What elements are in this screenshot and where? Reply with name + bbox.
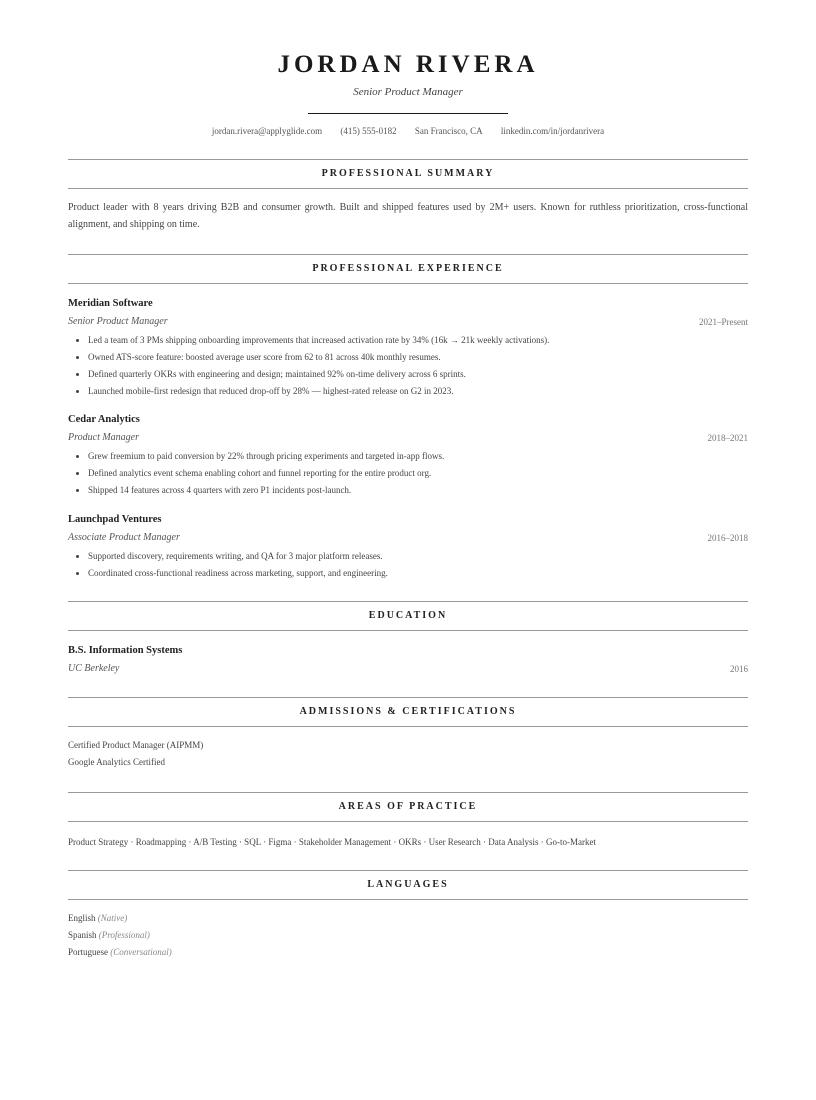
bullet-item: • Coordinated cross-functional readiness across marketing, support, and engineering. [88, 565, 748, 582]
header-divider [308, 113, 508, 114]
job-entry [68, 513, 748, 582]
contact-line [68, 125, 748, 137]
certification-item: Google Analytics Certified [68, 757, 165, 767]
bullet-item: • Defined analytics event schema enabling cohort and funnel reporting for the entire product org. [88, 465, 748, 482]
degree-name: B.S. Information Systems [68, 645, 183, 656]
job-dates: 2018–2021 [707, 433, 748, 443]
contact-phone: (415) 555-0182 [340, 126, 397, 136]
job-entry [68, 413, 748, 499]
school-name: UC Berkeley [68, 663, 120, 674]
section-heading-certifications: ADMISSIONS & CERTIFICATIONS [68, 697, 748, 727]
section-heading-experience: PROFESSIONAL EXPERIENCE [68, 254, 748, 284]
language-name: Spanish [68, 930, 97, 940]
practice-areas-text: Product Strategy · Roadmapping · A/B Testing · SQL · Figma · Stakeholder Management · OKRs · User Research · Data Analysis · Go-to-Market [68, 837, 597, 847]
certifications-list [68, 737, 203, 771]
job-bullets [68, 448, 748, 499]
language-name: Portuguese [68, 947, 108, 957]
bullet-item: • Owned ATS-score feature: boosted average user score from 62 to 81 across 40k monthly resumes. [88, 349, 748, 366]
job-bullets [68, 332, 748, 400]
job-role: Senior Product Manager [68, 316, 168, 327]
job-entry [68, 297, 748, 400]
contact-email[interactable]: jordan.rivera@applyglide.com [211, 126, 323, 136]
bullet-item: • Launched mobile-first redesign that reduced drop-off by 28% — highest-rated release on G2 in 2023. [88, 383, 748, 400]
candidate-title: Senior Product Manager [353, 86, 463, 98]
bullet-item: • Supported discovery, requirements writing, and QA for 3 major platform releases. [88, 548, 748, 565]
certification-item: Certified Product Manager (AIPMM) [68, 740, 204, 750]
language-level: (Native) [97, 913, 128, 923]
languages-list [68, 910, 172, 961]
language-level: (Professional) [98, 930, 150, 940]
bullet-item: • Shipped 14 features across 4 quarters with zero P1 incidents post-launch. [88, 482, 748, 499]
bullet-item: • Defined quarterly OKRs with engineering and design; maintained 92% on-time delivery across 6 sprints. [88, 366, 748, 383]
candidate-name: JORDAN RIVERA [277, 51, 539, 78]
job-dates: 2021–Present [699, 317, 748, 327]
section-heading-education: EDUCATION [68, 601, 748, 631]
bullet-item: • Led a team of 3 PMs shipping onboarding improvements that increased activation rate by 34% (16k → 21k weekly activations). [88, 332, 748, 349]
language-name: English [68, 913, 96, 923]
job-role: Product Manager [68, 432, 140, 443]
education-entry [68, 644, 748, 676]
section-heading-summary: PROFESSIONAL SUMMARY [68, 159, 748, 189]
graduation-year: 2016 [730, 664, 748, 674]
language-item [68, 927, 172, 944]
language-item [68, 910, 172, 927]
contact-linkedin[interactable]: linkedin.com/in/jordanrivera [500, 126, 605, 136]
company-name: Meridian Software [68, 298, 153, 309]
section-heading-practice: AREAS OF PRACTICE [68, 792, 748, 822]
section-heading-languages: LANGUAGES [68, 870, 748, 900]
bullet-item: • Grew freemium to paid conversion by 22% through pricing experiments and targeted in-app flows. [88, 448, 748, 465]
job-dates: 2016–2018 [707, 533, 748, 543]
contact-location: San Francisco, CA [414, 126, 483, 136]
language-level: (Conversational) [110, 947, 172, 957]
company-name: Launchpad Ventures [68, 514, 162, 525]
job-role: Associate Product Manager [68, 532, 180, 543]
job-bullets [68, 548, 748, 582]
company-name: Cedar Analytics [68, 414, 140, 425]
summary-text: Product leader with 8 years driving B2B and consumer growth. Built and shipped features used by 2M+ users. Known for ruthless prioritization, cross-functional alignment, and shipping on time. [68, 202, 748, 230]
language-item [68, 944, 172, 961]
